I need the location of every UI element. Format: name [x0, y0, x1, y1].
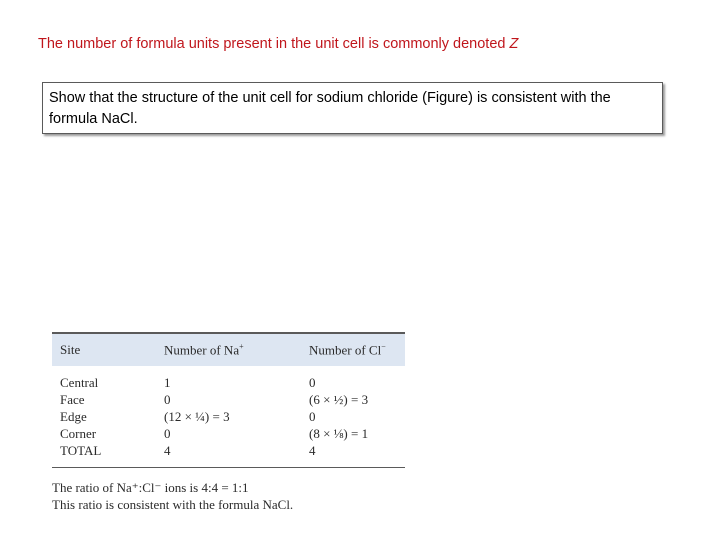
header-cl [309, 342, 386, 358]
header-na [164, 342, 244, 358]
header-cl-charge: − [381, 341, 386, 351]
slide-title [38, 36, 518, 52]
row-cl: 0 [309, 375, 316, 390]
table-row [52, 425, 405, 442]
header-cl-text: Number of Cl [309, 342, 382, 358]
row-site: Central [60, 375, 99, 390]
row-cl: (6 × ½) = 3 [309, 392, 369, 407]
table-body [52, 374, 405, 467]
table-row [52, 391, 405, 408]
ratio-conclusion [52, 479, 405, 513]
header-na-charge: + [239, 341, 244, 351]
unit-cell-table [52, 332, 405, 513]
row-site: Edge [60, 409, 87, 424]
table-header [52, 334, 405, 366]
table-row [52, 442, 405, 459]
row-site: Face [60, 392, 85, 407]
row-cl: 4 [309, 443, 316, 458]
header-site: Site [60, 342, 81, 357]
table-bottom-rule [52, 467, 405, 468]
row-na: 4 [164, 443, 171, 458]
row-cl: 0 [309, 409, 316, 424]
slide-title-variable: Z [509, 36, 519, 52]
row-na: 0 [164, 392, 171, 407]
row-cl: (8 × ⅛) = 1 [309, 426, 369, 441]
row-na: 1 [164, 375, 171, 390]
table-row [52, 374, 405, 391]
question-text: Show that the structure of the unit cell for sodium chloride (Figure) is consistent with the formula NaCl. [49, 90, 611, 127]
header-na-text: Number of Na [164, 342, 240, 358]
slide-title-text: The number of formula units present in the unit cell is commonly denoted [38, 36, 506, 52]
row-site: Corner [60, 426, 97, 441]
row-na: (12 × ¼) = 3 [164, 409, 230, 424]
table-row [52, 408, 405, 425]
question-box [42, 82, 663, 134]
ratio-line: The ratio of Na⁺:Cl⁻ ions is 4:4 = 1:1 [52, 480, 249, 495]
row-site: TOTAL [60, 443, 102, 458]
consistency-line: This ratio is consistent with the formula NaCl. [52, 497, 294, 512]
row-na: 0 [164, 426, 171, 441]
